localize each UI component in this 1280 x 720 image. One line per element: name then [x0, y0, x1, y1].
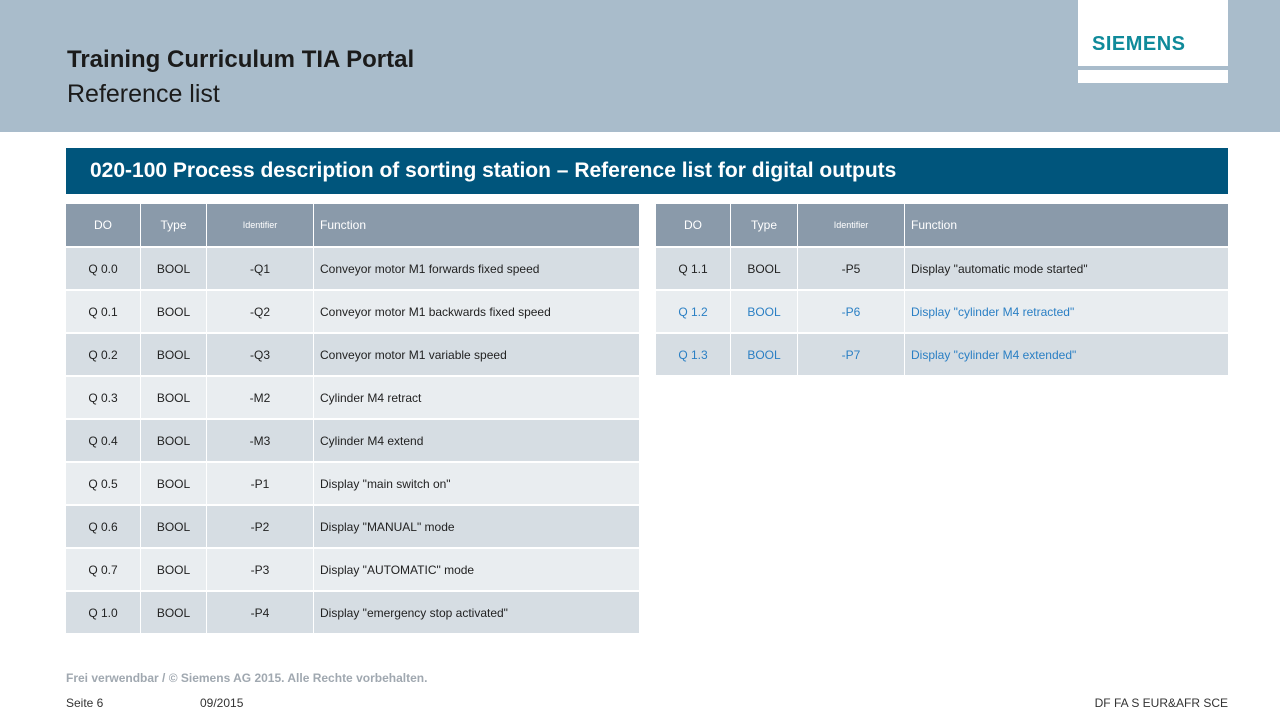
- column-header-type: Type: [141, 204, 207, 246]
- table-row: [66, 418, 639, 461]
- cell-function: Conveyor motor M1 backwards fixed speed: [314, 289, 639, 332]
- cell-type: BOOL: [141, 332, 207, 375]
- column-header-function: Function: [905, 204, 1228, 246]
- cell-do: Q 1.1: [656, 246, 731, 289]
- siemens-logo: SIEMENS: [1092, 33, 1186, 55]
- column-header-identifier: Identifier: [798, 204, 905, 246]
- cell-identifier: -P7: [798, 332, 905, 375]
- cell-function: Display "MANUAL" mode: [314, 504, 639, 547]
- cell-function: Display "main switch on": [314, 461, 639, 504]
- cell-type: BOOL: [141, 590, 207, 633]
- cell-type: BOOL: [731, 289, 798, 332]
- section-bar: [66, 148, 1228, 194]
- cell-identifier: -M3: [207, 418, 314, 461]
- reference-table-left: [66, 204, 639, 633]
- cell-identifier: -P2: [207, 504, 314, 547]
- table-header-row: [66, 204, 639, 246]
- cell-identifier: -P5: [798, 246, 905, 289]
- cell-function: Cylinder M4 retract: [314, 375, 639, 418]
- cell-do: Q 0.4: [66, 418, 141, 461]
- cell-type: BOOL: [731, 246, 798, 289]
- cell-function: Display "cylinder M4 extended": [905, 332, 1228, 375]
- column-header-type: Type: [731, 204, 798, 246]
- cell-do: Q 0.2: [66, 332, 141, 375]
- copyright-note: Frei verwendbar / © Siemens AG 2015. Alle Rechte vorbehalten.: [66, 671, 428, 685]
- cell-identifier: -P4: [207, 590, 314, 633]
- footer-date: 09/2015: [200, 696, 244, 710]
- footer-organization: DF FA S EUR&AFR SCE: [1094, 696, 1228, 710]
- cell-type: BOOL: [141, 289, 207, 332]
- column-header-do: DO: [66, 204, 141, 246]
- cell-identifier: -M2: [207, 375, 314, 418]
- cell-identifier: -Q3: [207, 332, 314, 375]
- table-row: [66, 289, 639, 332]
- cell-identifier: -Q1: [207, 246, 314, 289]
- cell-function: Display "emergency stop activated": [314, 590, 639, 633]
- cell-do: Q 1.3: [656, 332, 731, 375]
- table-row: [656, 246, 1228, 289]
- table-row: [66, 504, 639, 547]
- column-header-identifier: Identifier: [207, 204, 314, 246]
- cell-function: Conveyor motor M1 variable speed: [314, 332, 639, 375]
- cell-type: BOOL: [731, 332, 798, 375]
- page-number: Seite 6: [66, 696, 104, 710]
- column-header-do: DO: [656, 204, 731, 246]
- cell-identifier: -P1: [207, 461, 314, 504]
- cell-function: Display "automatic mode started": [905, 246, 1228, 289]
- cell-do: Q 0.3: [66, 375, 141, 418]
- cell-function: Display "cylinder M4 retracted": [905, 289, 1228, 332]
- cell-do: Q 0.0: [66, 246, 141, 289]
- table-row-highlighted: [656, 289, 1228, 332]
- table-row-highlighted: [656, 332, 1228, 375]
- cell-do: Q 0.7: [66, 547, 141, 590]
- cell-type: BOOL: [141, 504, 207, 547]
- page-subtitle: Reference list: [67, 80, 220, 108]
- cell-do: Q 0.1: [66, 289, 141, 332]
- table-row: [66, 375, 639, 418]
- cell-identifier: -P6: [798, 289, 905, 332]
- cell-do: Q 1.2: [656, 289, 731, 332]
- table-row: [66, 332, 639, 375]
- cell-do: Q 0.6: [66, 504, 141, 547]
- cell-type: BOOL: [141, 418, 207, 461]
- logo-strip: [1078, 70, 1228, 83]
- section-title: 020-100 Process description of sorting station – Reference list for digital outputs: [90, 159, 897, 182]
- cell-function: Cylinder M4 extend: [314, 418, 639, 461]
- cell-function: Conveyor motor M1 forwards fixed speed: [314, 246, 639, 289]
- table-row: [66, 590, 639, 633]
- table-row: [66, 547, 639, 590]
- reference-table-right: [656, 204, 1228, 375]
- cell-identifier: -Q2: [207, 289, 314, 332]
- table-header-row: [656, 204, 1228, 246]
- cell-identifier: -P3: [207, 547, 314, 590]
- column-header-function: Function: [314, 204, 639, 246]
- cell-type: BOOL: [141, 246, 207, 289]
- page-title: Training Curriculum TIA Portal: [67, 46, 415, 73]
- cell-do: Q 0.5: [66, 461, 141, 504]
- table-row: [66, 246, 639, 289]
- table-row: [66, 461, 639, 504]
- cell-type: BOOL: [141, 547, 207, 590]
- cell-type: BOOL: [141, 375, 207, 418]
- cell-function: Display "AUTOMATIC" mode: [314, 547, 639, 590]
- cell-type: BOOL: [141, 461, 207, 504]
- cell-do: Q 1.0: [66, 590, 141, 633]
